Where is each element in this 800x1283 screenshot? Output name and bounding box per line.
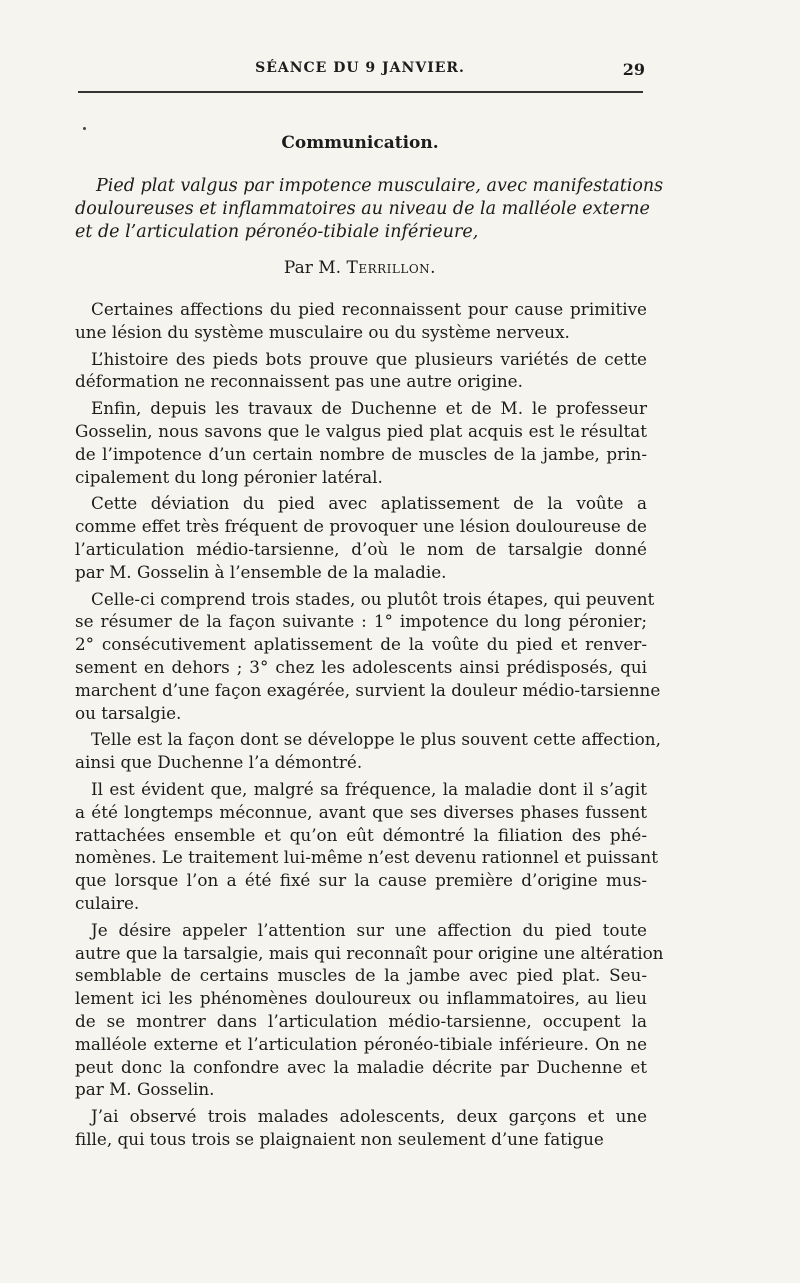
text-line: Certaines affections du pied reconnaissent pour cause primitive	[91, 299, 647, 319]
text-line: par M. Gosselin à l’ensemble de la maladie.	[75, 561, 447, 582]
text-line: comme effet très fréquent de provoquer une lésion douloureuse de	[75, 516, 647, 537]
text-line: Enfin, depuis les travaux de Duchenne et de M. le professeur	[91, 398, 647, 419]
text-line: autre que la tarsalgie, mais qui reconnaît pour origine une altération	[75, 942, 664, 963]
paragraph	[75, 397, 647, 488]
ink-speck	[83, 127, 86, 130]
text-line: Je désire appeler l’attention sur une affection du pied toute	[91, 919, 647, 940]
running-title: SÉANCE DU 9 JANVIER.	[255, 60, 465, 76]
text-line: Cette déviation du pied avec aplatissement de la voûte a	[91, 493, 647, 514]
text-line: ainsi que Duchenne l’a démontré.	[75, 752, 363, 773]
paragraph	[75, 492, 647, 583]
text-line: L’histoire des pieds bots prouve que plusieurs variétés de cette	[91, 348, 647, 369]
text-line: Telle est la façon dont se développe le plus souvent cette affection,	[91, 729, 661, 750]
paragraph	[75, 728, 661, 774]
text-line: malléole externe et l’articulation péronéo-tibiale inférieure. On ne	[75, 1033, 647, 1054]
article-title-line: douloureuses et inflammatoires au niveau de la malléole externe	[75, 199, 650, 219]
running-head	[75, 60, 645, 84]
article-title-line: Pied plat valgus par impotence musculaire, avec manifestations	[96, 176, 664, 196]
text-line: fille, qui tous trois se plaignaient non seulement d’une fatigue	[75, 1128, 604, 1149]
text-line: l’articulation médio-tarsienne, d’où le nom de tarsalgie donné	[75, 538, 647, 559]
author-name: Terrillon.	[346, 258, 437, 278]
page-number: 29	[622, 60, 645, 79]
article-title-line: et de l’articulation péronéo-tibiale inférieure,	[75, 222, 479, 242]
body-text	[75, 298, 664, 1155]
text-line: déformation ne reconnaissent pas une autre origine.	[75, 371, 523, 392]
article-title	[75, 175, 664, 244]
text-line: de se montrer dans l’articulation médio-tarsienne, occupent la	[75, 1010, 647, 1031]
paragraph	[75, 778, 658, 915]
paragraph	[75, 348, 647, 394]
byline	[75, 258, 645, 278]
section-heading: Communication.	[281, 133, 439, 153]
text-line: de l’impotence d’un certain nombre de muscles de la jambe, prin-	[75, 443, 647, 464]
text-line: que lorsque l’on a été fixé sur la cause première d’origine mus-	[75, 870, 647, 891]
text-line: se résumer de la façon suivante : 1° impotence du long péronier;	[75, 611, 647, 632]
text-line: une lésion du système musculaire ou du système nerveux.	[75, 321, 570, 342]
text-line: cipalement du long péronier latéral.	[75, 466, 383, 487]
text-line: lement ici les phénomènes douloureux ou inflammatoires, au lieu	[75, 988, 647, 1009]
text-line: rattachées ensemble et qu’on eût démontré la filiation des phé-	[75, 824, 647, 845]
text-line: 2° consécutivement aplatissement de la voûte du pied et renver-	[75, 634, 647, 655]
text-line: peut donc la confondre avec la maladie décrite par Duchenne et	[75, 1056, 647, 1077]
text-line: a été longtemps méconnue, avant que ses diverses phases fussent	[75, 801, 647, 822]
paragraph	[75, 919, 664, 1101]
text-line: sement en dehors ; 3° chez les adolescents ainsi prédisposés, qui	[75, 656, 647, 677]
text-line: ou tarsalgie.	[75, 702, 182, 723]
text-line: J’ai observé trois malades adolescents, deux garçons et une	[91, 1106, 647, 1127]
header-rule	[78, 91, 643, 93]
byline-prefix: Par M.	[283, 258, 342, 278]
text-line: culaire.	[75, 892, 140, 913]
paragraph	[75, 298, 647, 344]
text-line: Il est évident que, malgré sa fréquence, la maladie dont il s’agit	[91, 778, 647, 799]
text-line: marchent d’une façon exagérée, survient la douleur médio-tarsienne	[75, 679, 661, 700]
text-line: Gosselin, nous savons que le valgus pied plat acquis est le résultat	[75, 420, 647, 441]
text-line: Celle-ci comprend trois stades, ou plutôt trois étapes, qui peuvent	[91, 588, 655, 609]
text-line: semblable de certains muscles de la jambe avec pied plat. Seu-	[75, 965, 647, 986]
paragraph	[75, 588, 661, 725]
text-line: nomènes. Le traitement lui-même n’est devenu rationnel et puissant	[75, 847, 658, 868]
paragraph	[75, 1105, 647, 1151]
text-line: par M. Gosselin.	[75, 1079, 215, 1100]
